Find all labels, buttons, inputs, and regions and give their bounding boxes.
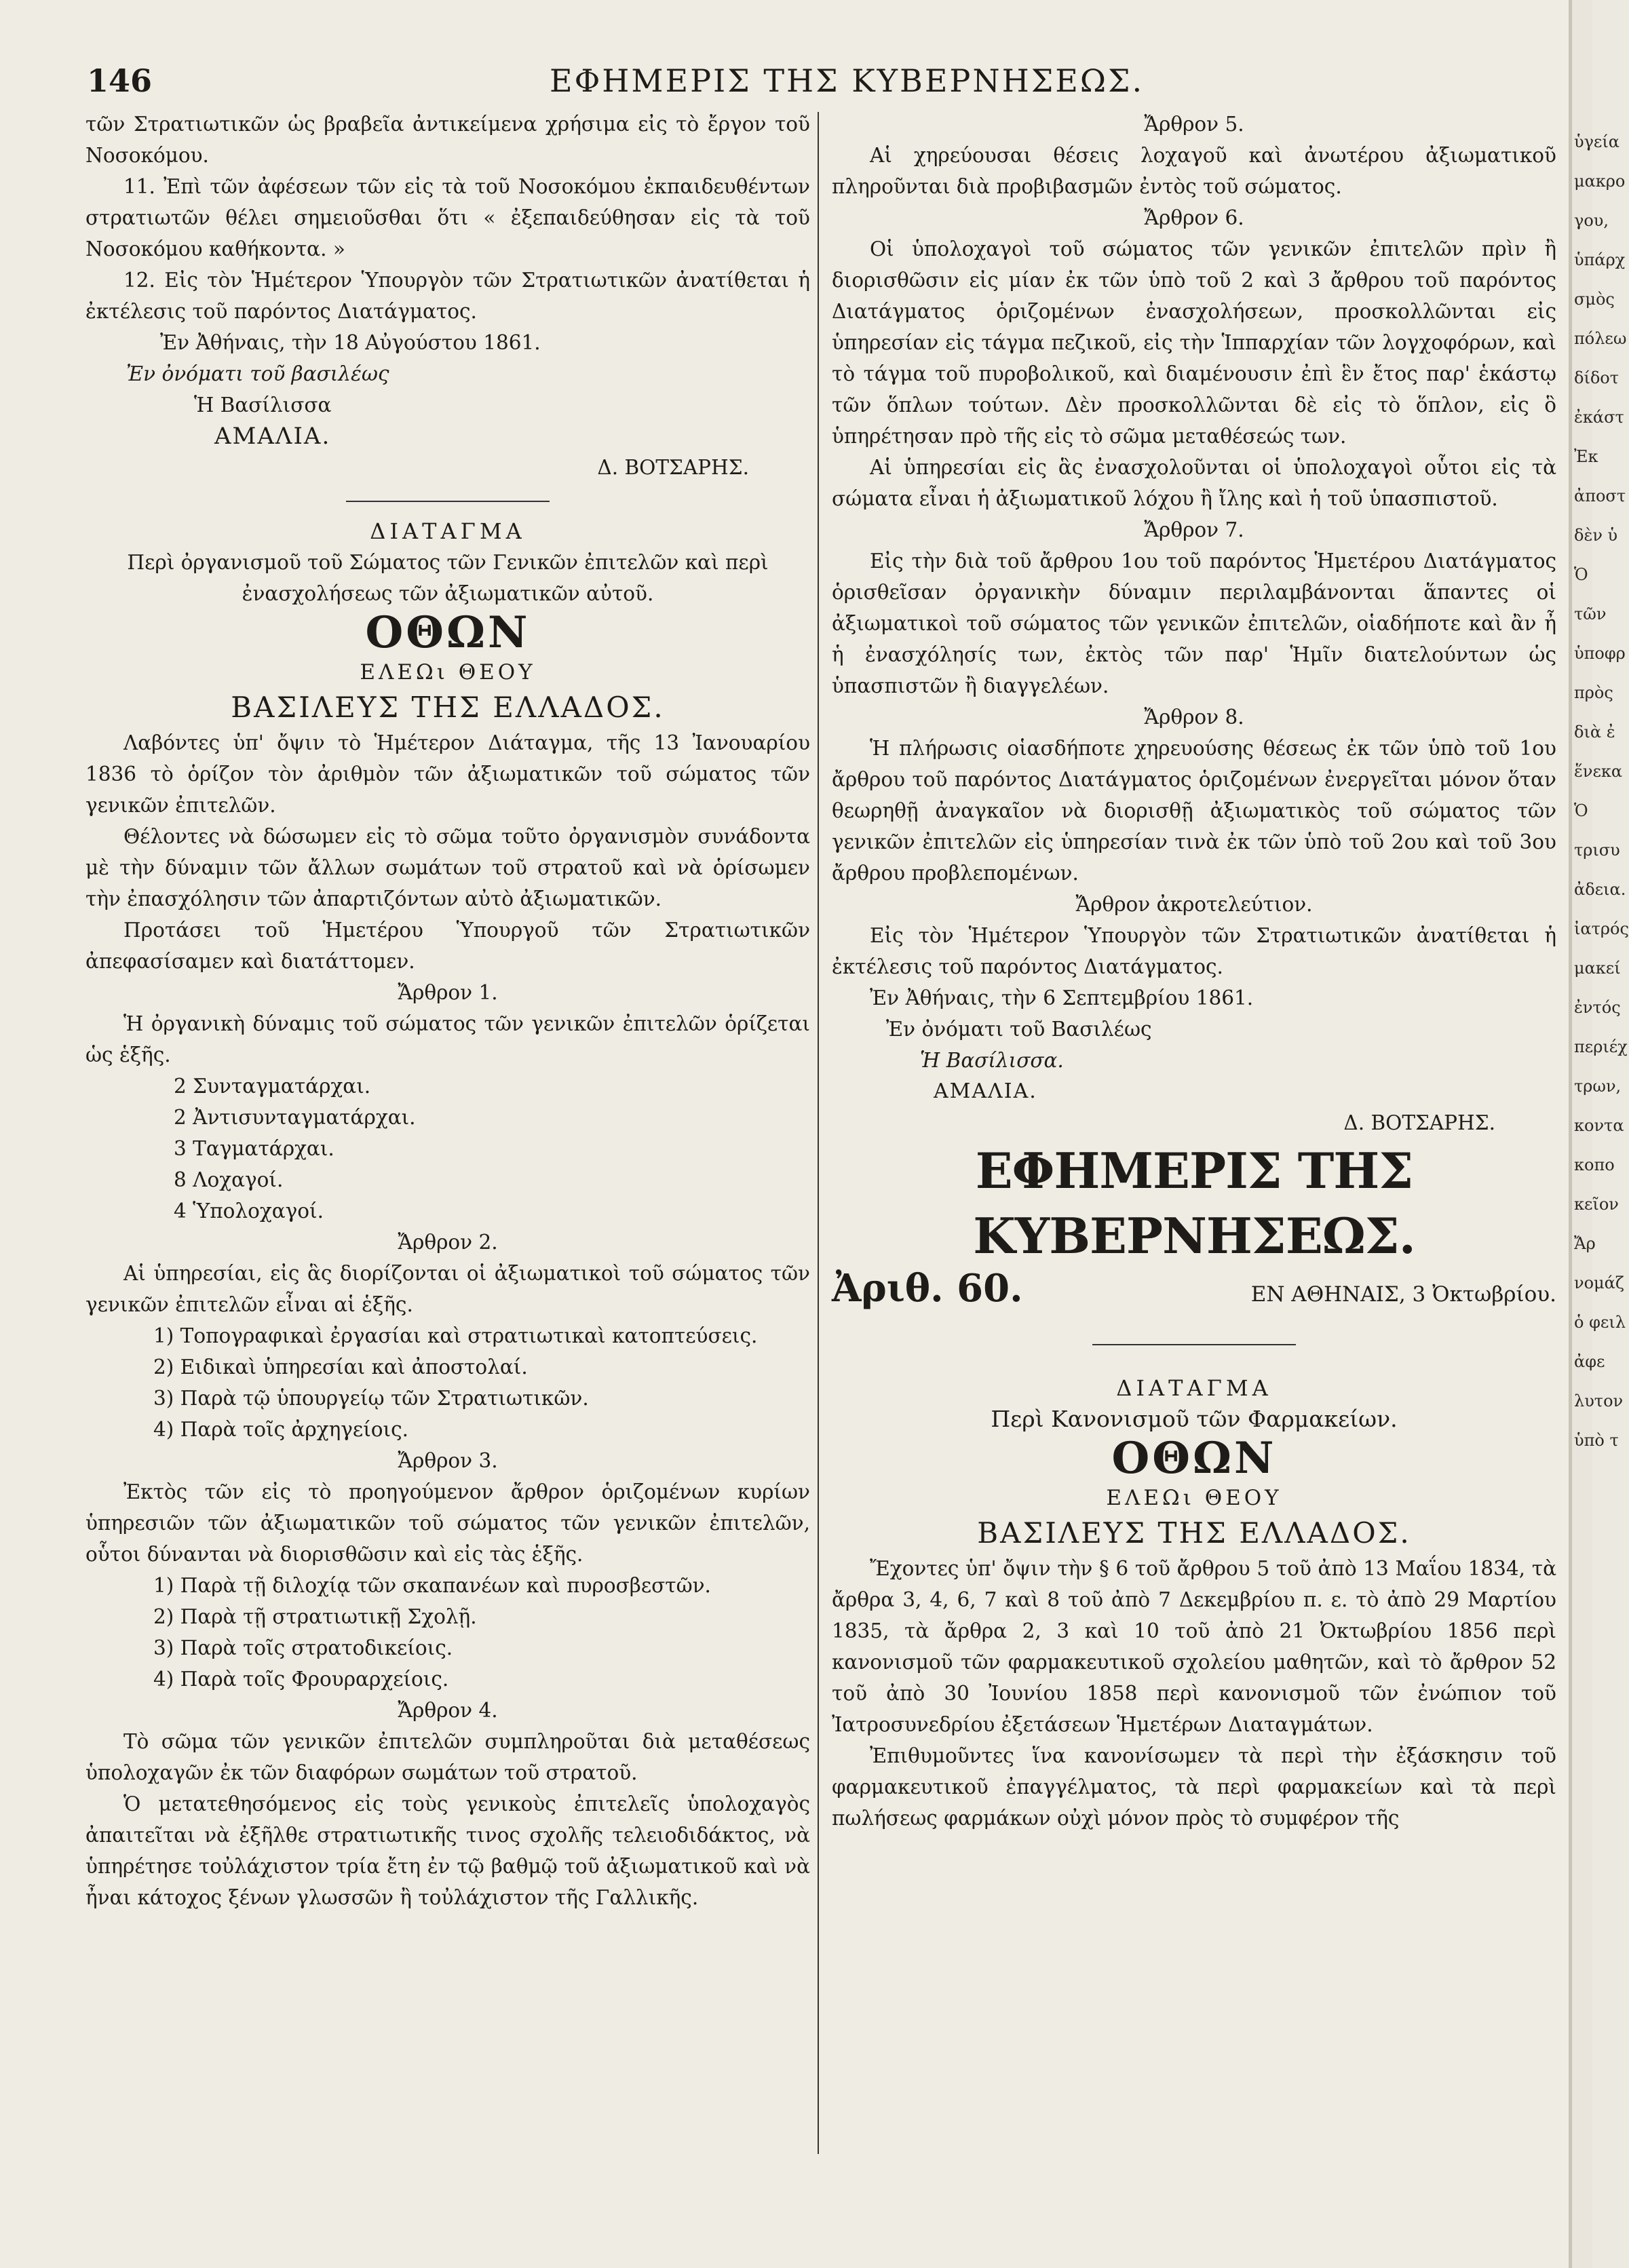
running-header: ΕΦΗΜΕΡΙΣ ΤΗΣ ΚΥΒΕΡΝΗΣΕΩΣ.: [550, 62, 1145, 99]
strip-fragment: δὲν ὑ: [1574, 526, 1618, 545]
king-name: ΟΘΩΝ: [1111, 1433, 1277, 1484]
strip-fragment: ἀδεια.: [1574, 880, 1626, 899]
page-number: 146: [87, 62, 153, 99]
article-6-para: Αἱ ὑπηρεσίαι εἰς ἃς ἐνασχολοῦνται οἱ ὑπολοχαγοὶ οὗτοι εἰς τὰ σώματα εἶναι ἡ ἀξιωματικοῦ λόχου ἢ ἴλης καὶ ἡ τοῦ ὑπασπιστοῦ.: [832, 456, 1556, 510]
strip-fragment: Ὁ: [1574, 565, 1588, 584]
strip-fragment: Ἐκ: [1574, 447, 1598, 466]
final-article-title: Ἄρθρον ἀκροτελεύτιον.: [1075, 893, 1313, 916]
strip-fragment: ὁ φειλ: [1574, 1313, 1626, 1332]
strip-fragment: Ὁ: [1574, 801, 1588, 820]
article-3-item: 4) Παρὰ τοῖς Φρουραρχείοις.: [153, 1668, 449, 1691]
strip-fragment: κοπο: [1574, 1155, 1615, 1174]
strip-fragment: ἰατρός: [1574, 919, 1629, 938]
king-of-greece: ΒΑΣΙΛΕΥΣ ΤΗΣ ΕΛΛΑΔΟΣ.: [977, 1516, 1411, 1550]
article-6-para: Οἱ ὑπολοχαγοὶ τοῦ σώματος τῶν γενικῶν ἐπιτελῶν πρὶν ἢ διορισθῶσιν εἰς μίαν ἐκ τῶν ὑπὸ τοῦ 2 καὶ 3 ἄρθρου τοῦ παρόντος Διατάγματος ὁριζομένων ἐνασχολήσεων, προσκολλῶνται εἰς ὑπηρεσίαν εἰς τάγμα πεζικοῦ, εἰς τὴν Ἱππαρχίαν τῶν λογχοφόρων, καὶ τὸ τάγμα τοῦ πυροβολικοῦ, καὶ διαμένουσιν ἐπὶ ἓν ἔτος παρ' ἑκάστῳ τῶν ὅπλων τούτων. Δὲν προσκολλῶνται δὲ εἰς τὸ ὅπλον, εἰς ὃ ὑπηρέτησαν πρὸ τῆς εἰς τὸ σῶμα μεταθέσεώς των.: [832, 237, 1556, 448]
article-4-para: Ὁ μετατεθησόμενος εἰς τοὺς γενικοὺς ἐπιτελεῖς ὑπολοχαγὸς ἀπαιτεῖται νὰ ἐξῆλθε στρατιωτικῆς τινος σχολῆς τελειοδιδάκτος, νὰ ὑπηρέτησε τοὐλάχιστον τρία ἔτη ἐν τῷ βαθμῷ τοῦ ἀξιωματικοῦ καὶ νὰ ἦναι κάτοχος ξένων γλωσσῶν ἢ τοὐλάχιστον τῆς Γαλλικῆς.: [85, 1792, 810, 1909]
strip-fragment: πόλεω: [1574, 329, 1627, 348]
strip-fragment: νομάζ: [1574, 1273, 1624, 1292]
strip-fragment: ὑπὸ τ: [1574, 1431, 1619, 1450]
in-name-line: Ἐν ὀνόματι τοῦ Βασιλέως: [886, 1018, 1152, 1041]
strip-fragment: ἐντός: [1574, 998, 1621, 1017]
article-6-title: Ἄρθρον 6.: [1144, 206, 1244, 229]
queen-title: Ἡ Βασίλισσα: [194, 393, 332, 417]
strip-fragment: ὑπάρχ: [1574, 250, 1626, 269]
grace-of-god: ΕΛΕΩι ΘΕΟΥ: [360, 660, 536, 685]
strip-fragment: κεῖον: [1574, 1195, 1619, 1214]
article-8-text: Ἡ πλήρωσις οἱασδήποτε χηρευούσης θέσεως ἐκ τῶν ὑπὸ τοῦ 1ου ἄρθρου τοῦ παρόντος Διατάγματος ὁριζομένων ἐνεργεῖται μόνον ὅταν θεωρηθῇ ἀναγκαῖον νὰ διορισθῇ ἀξιωματικὸς τοῦ σώματος τῶν γενικῶν ἐπιτελῶν εἰς ὑπηρεσίαν τινὰ ἐκ τῶν ὑπὸ τοῦ 2ου καὶ τοῦ 3ου ἄρθρου προβλεπομένων.: [832, 737, 1556, 885]
strip-fragment: λυτον: [1574, 1391, 1624, 1410]
strip-fragment: ὑποφρ: [1574, 644, 1626, 663]
decree-label: ΔΙΑΤΑΓΜΑ: [370, 518, 526, 544]
article-1-item: 2 Συνταγματάρχαι.: [174, 1075, 371, 1098]
strip-fragment: μακεί: [1574, 959, 1621, 978]
article-8-title: Ἄρθρον 8.: [1144, 706, 1244, 729]
strip-fragment: σμὸς: [1574, 290, 1615, 309]
preamble-1: Λαβόντες ὑπ' ὄψιν τὸ Ἡμέτερον Διάταγμα, τῆς 13 Ἰανουαρίου 1836 τὸ ὁρίζον τὸν ἀριθμὸν τῶν ἀξιωματικῶν τοῦ σώματος τῶν γενικῶν ἐπιτελῶν.: [85, 731, 810, 817]
strip-fragment: Ἄρ: [1574, 1234, 1596, 1253]
article-1-title: Ἄρθρον 1.: [398, 981, 498, 1004]
article-1-item: 2 Ἀντισυνταγματάρχαι.: [174, 1106, 416, 1129]
article-1-item: 8 Λοχαγοί.: [174, 1168, 284, 1191]
article-7-text: Εἰς τὴν διὰ τοῦ ἄρθρου 1ου τοῦ παρόντος Ἡμετέρου Διατάγματος ὁρισθεῖσαν ὀργανικὴν δύναμιν περιλαμβάνονται ἅπαντες οἱ ἀξιωματικοὶ τοῦ σώματος τῶν γενικῶν ἐπιτελῶν, οἱαδήποτε καὶ ἂν ἦ ἡ ἐνασχόλησίς των, ἐκτὸς τῶν παρ' Ἡμῖν διατελούντων ὡς ὑπασπιστῶν ἢ διαγγελέων.: [832, 550, 1556, 697]
article-5-title: Ἄρθρον 5.: [1144, 113, 1244, 136]
article-7-title: Ἄρθρον 7.: [1144, 518, 1244, 541]
article-2-item: 3) Παρὰ τῷ ὑπουργείῳ τῶν Στρατιωτικῶν.: [153, 1387, 589, 1410]
paragraph-11: 11. Ἐπὶ τῶν ἀφέσεων τῶν εἰς τὰ τοῦ Νοσοκόμου ἐκπαιδευθέντων στρατιωτῶν θέλει σημειοῦσθαι ὅτι « ἐξεπαιδεύθησαν εἰς τὰ τοῦ Νοσοκόμου καθήκοντα. »: [85, 175, 810, 261]
strip-fragment: γου,: [1574, 211, 1609, 230]
article-1-text: Ἡ ὀργανικὴ δύναμις τοῦ σώματος τῶν γενικῶν ἐπιτελῶν ὁρίζεται ὡς ἑξῆς.: [85, 1012, 810, 1066]
issue-line: [832, 1266, 1556, 1311]
left-column: [85, 109, 810, 1913]
issue-date: ΕΝ ΑΘΗΝΑΙΣ, 3 Ὀκτωβρίου.: [1250, 1282, 1556, 1307]
queen-title: Ἡ Βασίλισσα.: [920, 1049, 1064, 1072]
strip-fragment: ἀφε: [1574, 1352, 1605, 1371]
article-2-item: 1) Τοπογραφικαὶ ἐργασίαι καὶ στρατιωτικαὶ κατοπτεύσεις.: [153, 1324, 758, 1347]
strip-fragment: ἕνεκα: [1574, 762, 1623, 781]
article-1-item: 3 Ταγματάρχαι.: [174, 1137, 334, 1160]
grace-of-god: ΕΛΕΩι ΘΕΟΥ: [1106, 1486, 1282, 1510]
separator-rule: [346, 501, 550, 502]
continued-text: τῶν Στρατιωτικῶν ὡς βραβεῖα ἀντικείμενα χρήσιμα εἰς τὸ ἔργον τοῦ Νοσοκόμου.: [85, 113, 810, 167]
decree-label: ΔΙΑΤΑΓΜΑ: [1116, 1375, 1272, 1401]
separator-rule: [1092, 1344, 1296, 1345]
decree-subject: Περὶ Κανονισμοῦ τῶν Φαρμακείων.: [991, 1406, 1398, 1432]
king-name: ΟΘΩΝ: [365, 607, 531, 658]
strip-fragment: ἀποστ: [1574, 486, 1626, 505]
preamble-2: Θέλοντες νὰ δώσωμεν εἰς τὸ σῶμα τοῦτο ὀργανισμὸν συνάδοντα μὲ τὴν δύναμιν τῶν ἄλλων σωμάτων τοῦ στρατοῦ καὶ νὰ ὁρίσωμεν τὴν ἐπασχόλησιν τῶν ἀπαρτιζόντων αὐτὸ ἀξιωματικῶν.: [85, 825, 810, 910]
strip-fragment: δίδοτ: [1574, 368, 1620, 387]
article-5-text: Αἱ χηρεύουσαι θέσεις λοχαγοῦ καὶ ἀνωτέρου ἀξιωματικοῦ πληροῦνται διὰ προβιβασμῶν ἐντὸς τοῦ σώματος.: [832, 144, 1556, 198]
strip-fragment: πρὸς: [1574, 683, 1613, 702]
article-4-para: Τὸ σῶμα τῶν γενικῶν ἐπιτελῶν συμπληροῦται διὰ μεταθέσεως ὑπολοχαγῶν ἐκ τῶν διαφόρων σωμάτων τοῦ στρατοῦ.: [85, 1730, 810, 1784]
strip-fragment: περιέχ: [1574, 1037, 1628, 1056]
signature-amalia: ΑΜΑΛΙΑ.: [934, 1079, 1037, 1103]
strip-fragment: τῶν: [1574, 604, 1607, 623]
signature-amalia: ΑΜΑΛΙΑ.: [214, 423, 331, 450]
final-article-text: Εἰς τὸν Ἡμέτερον Ὑπουργὸν τῶν Στρατιωτικῶν ἀνατίθεται ἡ ἐκτέλεσις τοῦ παρόντος Διατάγματος.: [832, 924, 1556, 978]
article-3-item: 3) Παρὰ τοῖς στρατοδικείοις.: [153, 1636, 453, 1659]
article-2-item: 4) Παρὰ τοῖς ἀρχηγείοις.: [153, 1418, 409, 1441]
strip-fragment: τρων,: [1574, 1077, 1622, 1096]
article-2-item: 2) Ειδικαὶ ὑπηρεσίαι καὶ ἀποστολαί.: [153, 1356, 528, 1379]
issue-number: Ἀριθ. 60.: [832, 1266, 1023, 1311]
article-3-title: Ἄρθρον 3.: [398, 1449, 498, 1472]
right-column: [832, 109, 1556, 1834]
article-4-title: Ἄρθρον 4.: [398, 1699, 498, 1722]
strip-fragment: τρισυ: [1574, 841, 1620, 860]
signature-minister: Δ. ΒΟΤΣΑΡΗΣ.: [597, 456, 749, 479]
date-line: Ἐν Ἀθήναις, τὴν 18 Αὐγούστου 1861.: [160, 331, 541, 354]
article-3-item: 2) Παρὰ τῇ στρατιωτικῇ Σχολῇ.: [153, 1605, 477, 1628]
decree-subject: Περὶ ὀργανισμοῦ τοῦ Σώματος τῶν Γενικῶν ἐπιτελῶν καὶ περὶ ἐνασχολήσεως τῶν ἀξιωματικῶν αὐτοῦ.: [127, 551, 769, 605]
strip-fragment: ὑγεία: [1574, 132, 1620, 151]
date-line: Ἐν Ἀθήναις, τὴν 6 Σεπτεμβρίου 1861.: [870, 986, 1254, 1010]
pharmacy-preamble: Ἔχοντες ὑπ' ὄψιν τὴν § 6 τοῦ ἄρθρου 5 τοῦ ἀπὸ 13 Μαΐου 1834, τὰ ἄρθρα 3, 4, 6, 7 καὶ 8 τοῦ ἀπὸ 7 Δεκεμβρίου π. ε. τὸ ἀπὸ 29 Μαρτίου 1835, τὰ ἄρθρα 2, 3 καὶ 10 τοῦ ἀπὸ 21 Ὀκτωβρίου 1856 περὶ κανονισμοῦ τῶν φαρμακευτικοῦ σχολείου μαθητῶν, καὶ τὸ ἄρθρον 52 τοῦ ἀπὸ 30 Ἰουνίου 1858 περὶ κανονισμοῦ τῶν ἐνώπιον τοῦ Ἰατροσυνεδρίου ἐξετάσεων Ἡμετέρων Διαταγμάτων.: [832, 1557, 1556, 1736]
column-rule: [818, 112, 819, 2154]
paragraph-12: 12. Εἰς τὸν Ἡμέτερον Ὑπουργὸν τῶν Στρατιωτικῶν ἀνατίθεται ἡ ἐκτέλεσις τοῦ παρόντος Διατάγματος.: [85, 269, 810, 323]
strip-fragment: ἐκάστ: [1574, 408, 1624, 427]
in-name-line: Ἐν ὀνόματι τοῦ βασιλέως: [126, 362, 389, 385]
article-2-title: Ἄρθρον 2.: [398, 1231, 498, 1254]
article-3-item: 1) Παρὰ τῇ διλοχίᾳ τῶν σκαπανέων καὶ πυροσβεστῶν.: [153, 1574, 711, 1597]
strip-fragment: μακρο: [1574, 172, 1626, 191]
strip-fragment: κοντα: [1574, 1116, 1624, 1135]
masthead: ΕΦΗΜΕΡΙΣ ΤΗΣ ΚΥΒΕΡΝΗΣΕΩΣ.: [973, 1142, 1415, 1265]
preamble-3: Προτάσει τοῦ Ἡμετέρου Ὑπουργοῦ τῶν Στρατιωτικῶν ἀπεφασίσαμεν καὶ διατάττομεν.: [85, 919, 810, 973]
article-2-text: Αἱ ὑπηρεσίαι, εἰς ἃς διορίζονται οἱ ἀξιωματικοὶ τοῦ σώματος τῶν γενικῶν ἐπιτελῶν εἶναι αἱ ἑξῆς.: [85, 1262, 810, 1316]
article-1-item: 4 Ὑπολοχαγοί.: [174, 1199, 324, 1223]
facing-page-edge: [1569, 0, 1629, 2268]
signature-minister: Δ. ΒΟΤΣΑΡΗΣ.: [1343, 1111, 1495, 1134]
strip-fragment: διὰ ἐ: [1574, 723, 1615, 742]
pharmacy-preamble: Ἐπιθυμοῦντες ἵνα κανονίσωμεν τὰ περὶ τὴν ἐξάσκησιν τοῦ φαρμακευτικοῦ ἐπαγγέλματος, τὰ περὶ φαρμακείων καὶ τὰ περὶ πωλήσεως φαρμάκων οὐχὶ μόνον πρὸς τὸ συμφέρον τῆς: [832, 1744, 1556, 1830]
king-of-greece: ΒΑΣΙΛΕΥΣ ΤΗΣ ΕΛΛΑΔΟΣ.: [231, 691, 665, 724]
article-3-text: Ἐκτὸς τῶν εἰς τὸ προηγούμενον ἄρθρον ὁριζομένων κυρίων ὑπηρεσιῶν τῶν ἀξιωματικῶν τοῦ σώματος τῶν γενικῶν ἐπιτελῶν, οὗτοι δύνανται νὰ διορισθῶσιν καὶ εἰς τὰς ἑξῆς.: [85, 1480, 810, 1566]
